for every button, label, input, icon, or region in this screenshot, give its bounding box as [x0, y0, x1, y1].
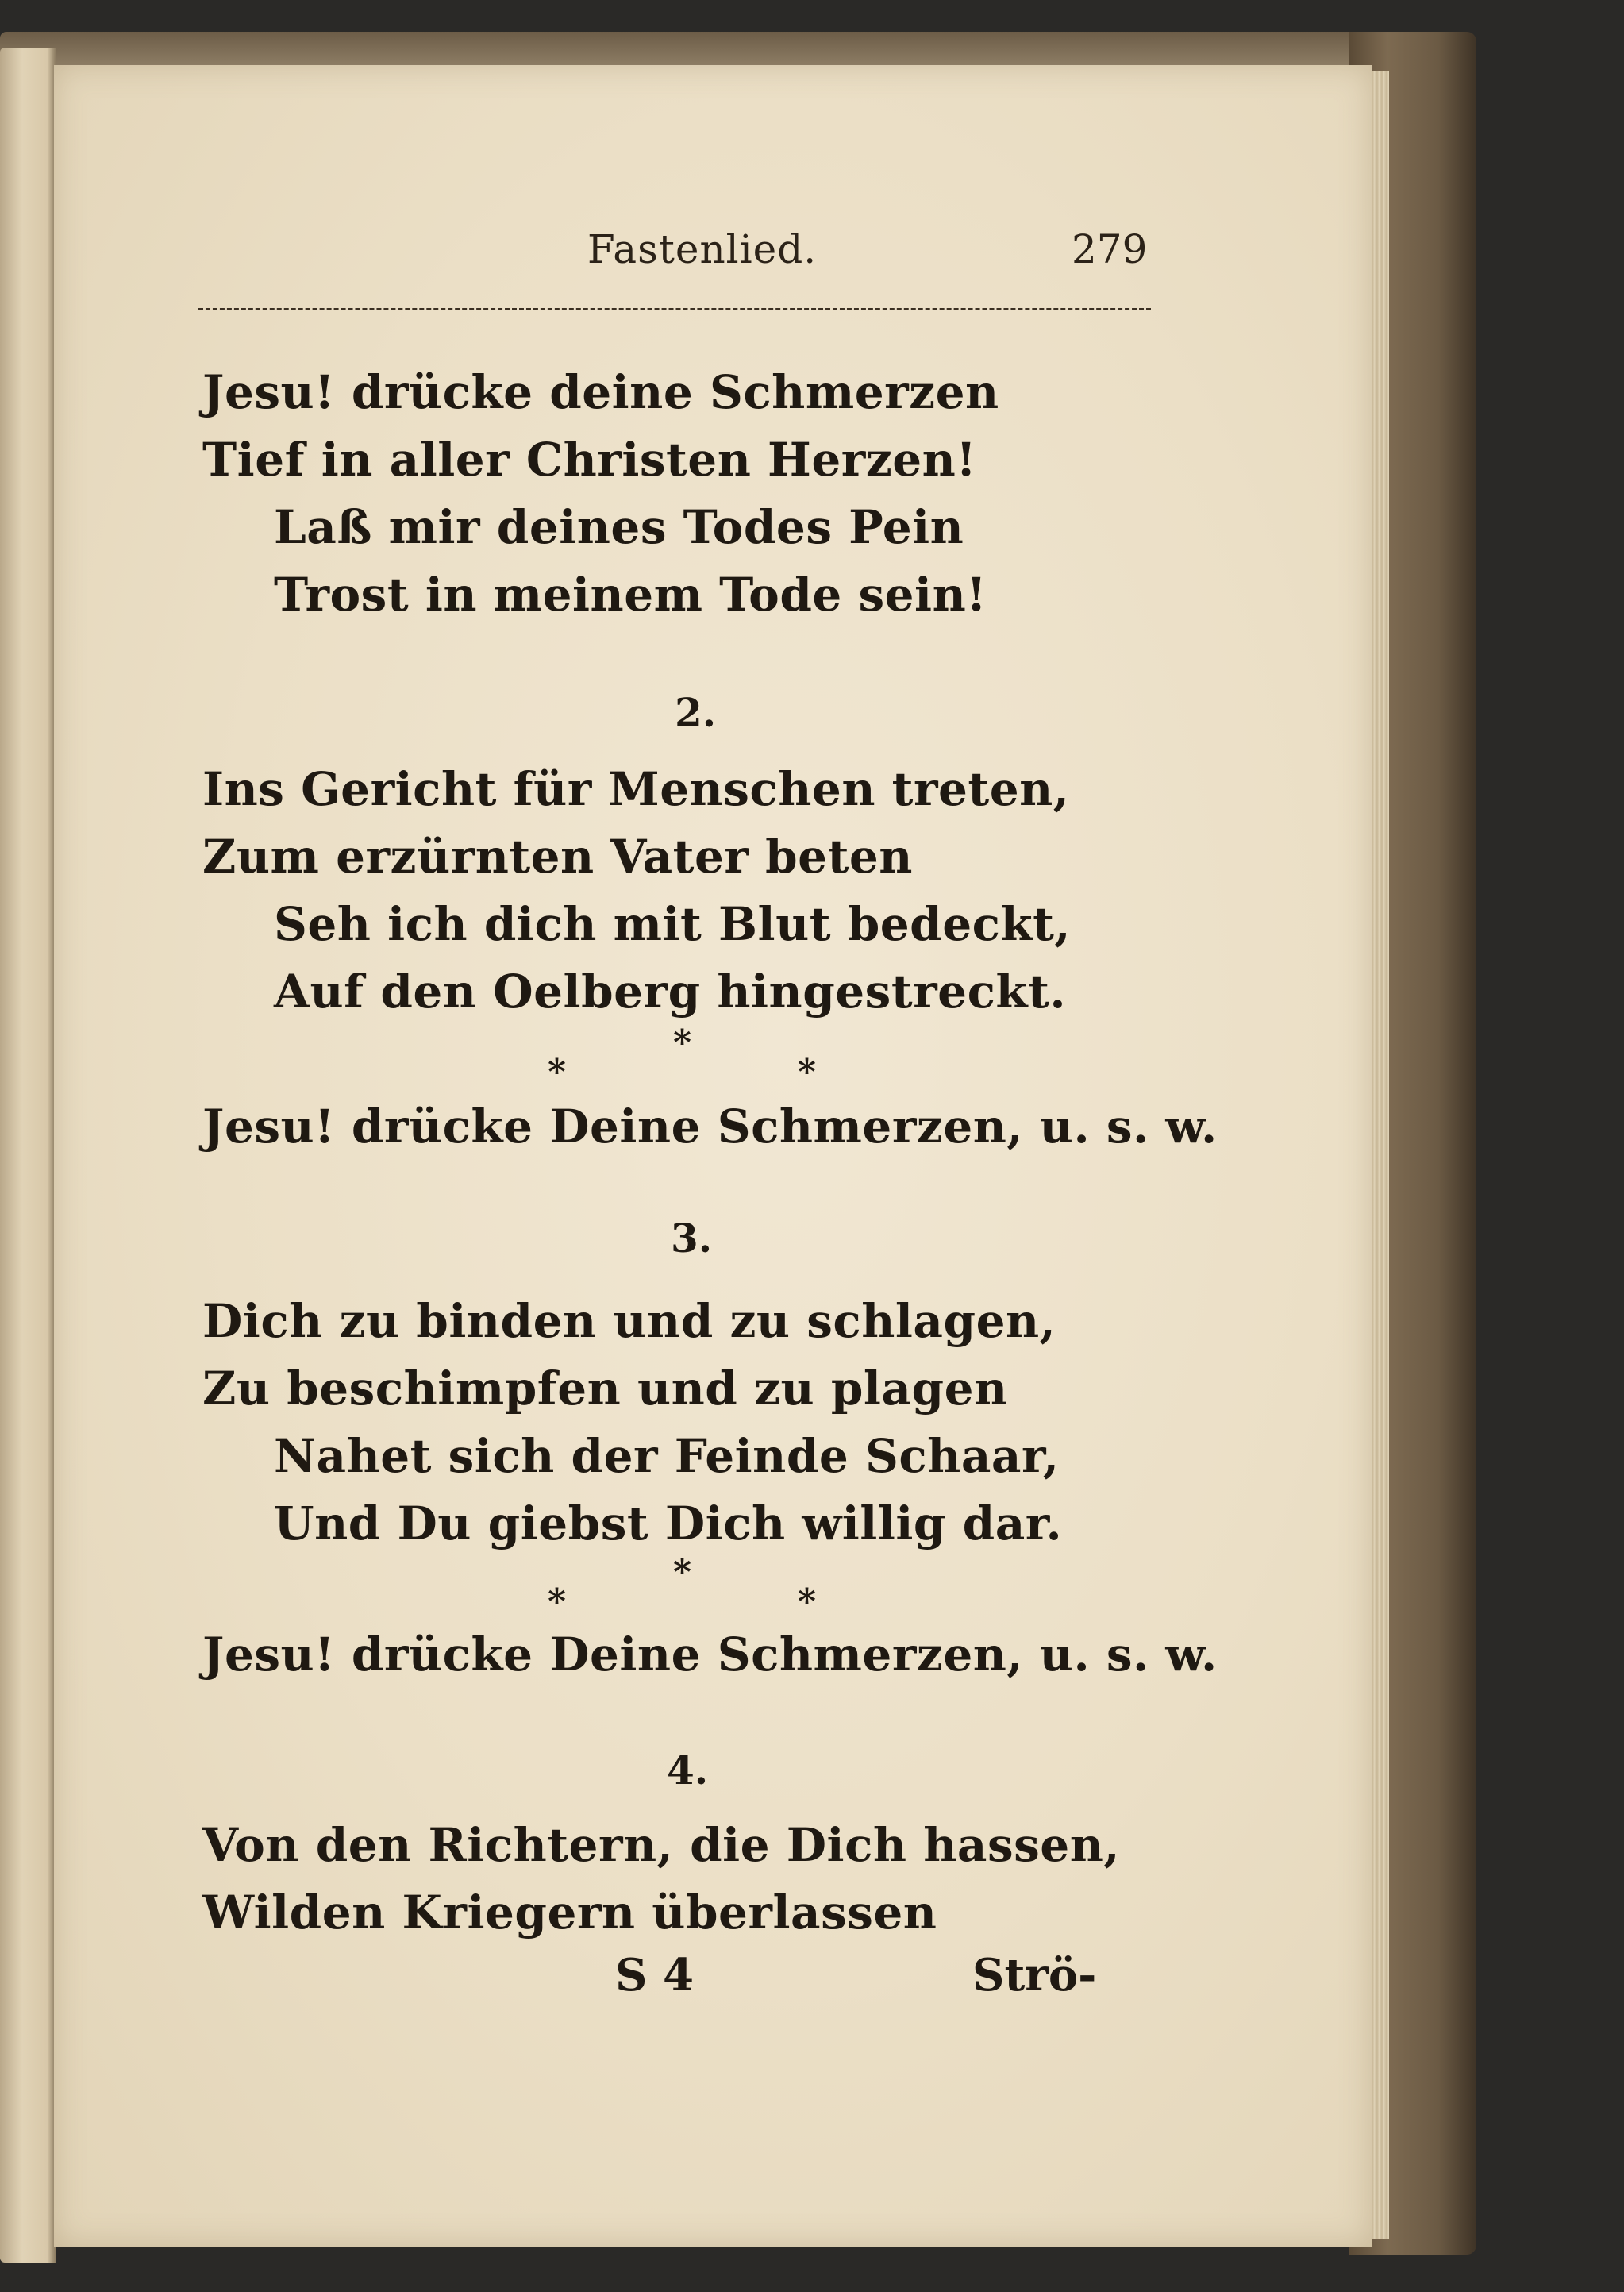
asterism-star: * [673, 1023, 692, 1063]
header-rule [198, 308, 1151, 310]
stanza-number: 2. [675, 689, 717, 736]
asterism-star: * [548, 1052, 567, 1092]
verse-line: Ins Gericht für Menschen treten, [202, 762, 1070, 816]
verse-line: Trost in meinem Tode sein! [274, 568, 987, 622]
page-number: 279 [1072, 226, 1148, 272]
stanza-number: 3. [671, 1215, 713, 1262]
stanza-number: 4. [667, 1747, 709, 1793]
verse-line: Wilden Kriegern überlassen [202, 1886, 937, 1940]
facing-page-edge [0, 48, 56, 2263]
verse-line: Auf den Oelberg hingestreckt. [274, 965, 1067, 1019]
asterism-star: * [548, 1581, 567, 1622]
verse-line: Seh ich dich mit Blut bedeckt, [274, 897, 1072, 951]
asterism-star: * [798, 1581, 817, 1622]
asterism-star: * [798, 1052, 817, 1092]
verse-line: Laß mir deines Todes Pein [274, 500, 964, 554]
refrain-line: Jesu! drücke Deine Schmerzen, u. s. w. [202, 1100, 1218, 1154]
verse-line: Und Du giebst Dich willig dar. [274, 1497, 1063, 1550]
page-header [0, 226, 1624, 282]
verse-line: Tief in aller Christen Herzen! [202, 433, 977, 487]
verse-line: Dich zu binden und zu schlagen, [202, 1294, 1056, 1348]
running-title: Fastenlied. [587, 226, 818, 272]
verse-line: Von den Richtern, die Dich hassen, [202, 1818, 1121, 1872]
catchword: Strö- [972, 1949, 1097, 2001]
verse-line: Jesu! drücke deine Schmerzen [202, 365, 999, 419]
asterism-star: * [673, 1552, 692, 1593]
refrain-line: Jesu! drücke Deine Schmerzen, u. s. w. [202, 1628, 1218, 1681]
verse-line: Nahet sich der Feinde Schaar, [274, 1429, 1060, 1483]
verse-line: Zu beschimpfen und zu plagen [202, 1362, 1008, 1416]
signature-mark: S 4 [615, 1949, 694, 2001]
verse-line: Zum erzürnten Vater beten [202, 830, 913, 884]
